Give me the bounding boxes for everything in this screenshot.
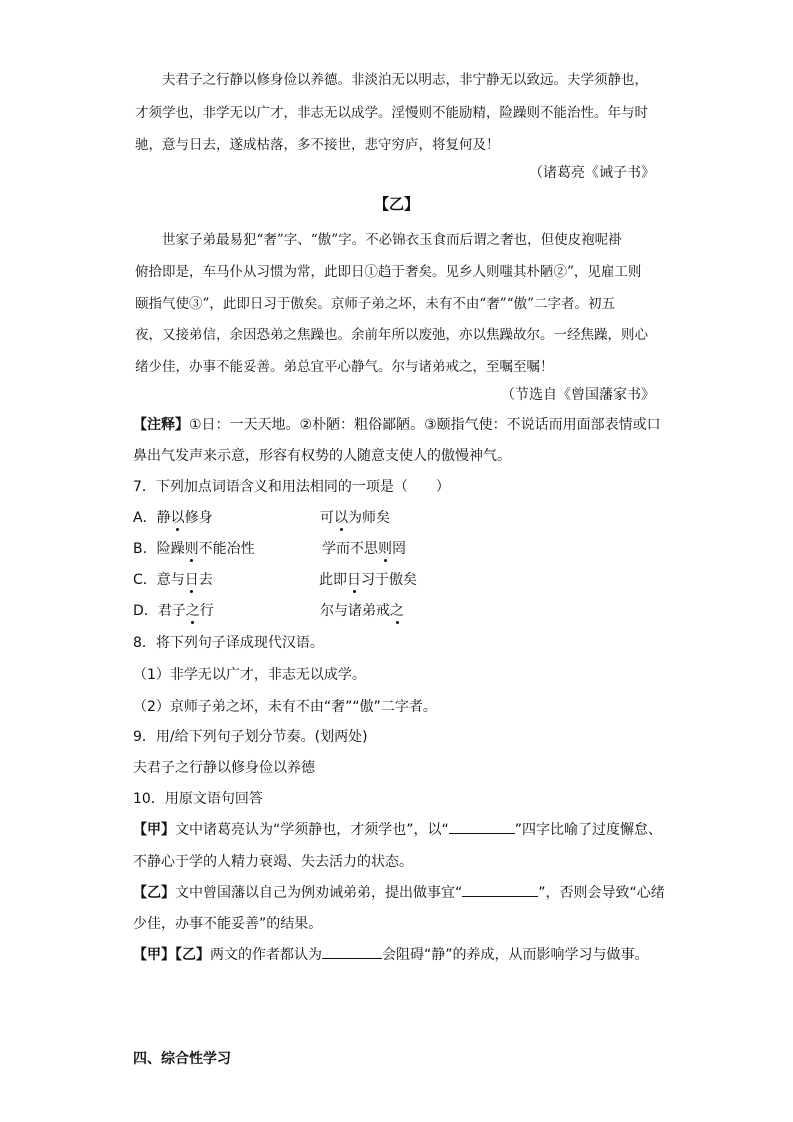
q7-stem: 7．下列加点词语含义和用法相同的一项是（ ） bbox=[133, 479, 450, 495]
q10-both-text-b: 会阻碍“静”的养成，从而影响学习与做事。 bbox=[382, 947, 649, 963]
q10-both-text-a: 两文的作者都认为 bbox=[210, 947, 322, 963]
q7-option-b bbox=[133, 538, 653, 558]
answer-blank-2[interactable] bbox=[462, 882, 538, 897]
notes-label: 【注释】 bbox=[133, 417, 189, 433]
q8-item-1: （1）非学无以广才，非志无以成学。 bbox=[133, 667, 366, 683]
dotted-word: 以 bbox=[170, 510, 185, 526]
dotted-word: 以 bbox=[334, 510, 348, 526]
dotted-word: 之 bbox=[185, 603, 200, 619]
answer-blank-3[interactable] bbox=[322, 944, 382, 959]
option-text: 罔 bbox=[392, 541, 406, 557]
passage-jia-line-1: 夫君子之行静以修身俭以养德。非淡泊无以明志，非宁静无以致远。夫学须静也， bbox=[162, 72, 648, 88]
option-text: 险躁 bbox=[156, 541, 185, 557]
option-text: 为师矣 bbox=[348, 510, 390, 526]
option-text: 静 bbox=[156, 510, 171, 526]
option-text: 君子 bbox=[157, 603, 186, 619]
q10-yi-text-a: 文中曾国藩以自己为例劝诫弟弟，提出做事宜“ bbox=[175, 885, 463, 901]
option-letter: D． bbox=[133, 603, 158, 619]
q7-option-c bbox=[133, 569, 653, 589]
option-text: 行 bbox=[199, 603, 214, 619]
option-text: 意与 bbox=[156, 572, 185, 588]
q10-part-jia bbox=[133, 819, 662, 839]
q10-tag-yi: 【乙】 bbox=[133, 885, 175, 901]
q10-part-yi bbox=[133, 882, 665, 902]
dotted-word: 之 bbox=[390, 603, 404, 619]
option-text: 去 bbox=[198, 572, 213, 588]
q10-yi-text-b: ”，否则会导致“心绪 bbox=[538, 885, 665, 901]
dotted-word: 日 bbox=[347, 572, 361, 588]
passage-jia-line-3: 驰，意与日去，遂成枯落，多不接世，悲守穷庐，将复何及！ bbox=[135, 137, 500, 153]
option-letter: C． bbox=[133, 572, 157, 588]
q8-stem: 8．将下列句子译成现代汉语。 bbox=[133, 635, 324, 651]
option-text: 尔与诸弟戒 bbox=[320, 603, 390, 619]
passage-yi-heading: 【乙】 bbox=[373, 195, 419, 213]
q10-part-both bbox=[133, 944, 649, 964]
dotted-word: 则 bbox=[378, 541, 392, 557]
passage-yi-line-2: 俯拾即是，车马仆从习惯为常，此即日①趋于奢矣。见乡人则嗤其朴陋②”，见雇工则 bbox=[135, 264, 642, 280]
passage-yi-line-1: 世家子弟最易犯“奢”字、“傲”字。不必锦衣玉食而后谓之奢也，但使皮袍呢褂 bbox=[162, 232, 622, 248]
notes-text-1: ①日：一天天地。②朴陋：粗俗鄙陋。③颐指气使：不说话而用面部表情或口 bbox=[189, 417, 661, 433]
option-letter: A． bbox=[133, 510, 157, 526]
q10-tag-jia: 【甲】 bbox=[133, 822, 175, 838]
option-text: 学而不思 bbox=[322, 541, 378, 557]
dotted-word: 则 bbox=[184, 541, 199, 557]
q10-jia-line-2: 不静心于学的人精力衰竭、失去活力的状态。 bbox=[133, 854, 413, 870]
option-text: 修身 bbox=[184, 510, 213, 526]
passage-yi-line-5: 绪少佳，办事不能妥善。弟总宜平心静气。尔与诸弟戒之，至嘱至嘱！ bbox=[135, 359, 554, 375]
passage-jia-source: （诸葛亮《诫子书》 bbox=[529, 165, 655, 181]
option-text: 此即 bbox=[319, 572, 347, 588]
q8-item-2: （2）京师子弟之坏，未有不由“奢”“傲”二字者。 bbox=[133, 699, 437, 715]
passage-yi-line-3: 颐指气使③”，此即日习于傲矣。京师子弟之坏，未有不由“奢”“傲”二字者。初五 bbox=[135, 296, 616, 312]
q9-sentence: 夫君子之行静以修身俭以养德 bbox=[133, 760, 315, 776]
section-4-heading: 四、综合性学习 bbox=[133, 1051, 231, 1067]
q10-stem: 10．用原文语句回答 bbox=[133, 791, 263, 807]
option-text: 习于傲矣 bbox=[361, 572, 417, 588]
notes-line-2: 鼻出气发声来示意，形容有权势的人随意支使人的傲慢神气。 bbox=[133, 448, 511, 464]
q7-option-a bbox=[133, 507, 653, 527]
q10-yi-line-2: 少佳，办事不能妥善”的结果。 bbox=[133, 916, 323, 932]
option-text: 可 bbox=[320, 510, 334, 526]
answer-blank-1[interactable] bbox=[449, 819, 515, 834]
passage-jia-line-2: 才须学也，非学无以广才，非志无以成学。淫慢则不能励精，险躁则不能治性。年与时 bbox=[135, 105, 648, 121]
dotted-word: 日 bbox=[184, 572, 199, 588]
q10-jia-text-a: 文中诸葛亮认为“学须静也，才须学也”，以“ bbox=[175, 822, 449, 838]
option-text: 不能冶性 bbox=[198, 541, 255, 557]
q10-jia-text-b: ”四字比喻了过度懈怠、 bbox=[514, 822, 663, 838]
q9-stem: 9．用/给下列句子划分节奏。(划两处) bbox=[133, 729, 368, 745]
passage-yi-source: （节选自《曾国藩家书》 bbox=[501, 387, 655, 403]
notes-line-1 bbox=[133, 414, 661, 434]
option-letter: B． bbox=[133, 541, 157, 557]
passage-yi-line-4: 夜，又接弟信，余因恐弟之焦躁也。余前年所以废弛，亦以焦躁故尔。一经焦躁，则心 bbox=[135, 327, 648, 343]
q7-option-d bbox=[133, 600, 653, 620]
q10-tag-both: 【甲】【乙】 bbox=[133, 947, 210, 963]
